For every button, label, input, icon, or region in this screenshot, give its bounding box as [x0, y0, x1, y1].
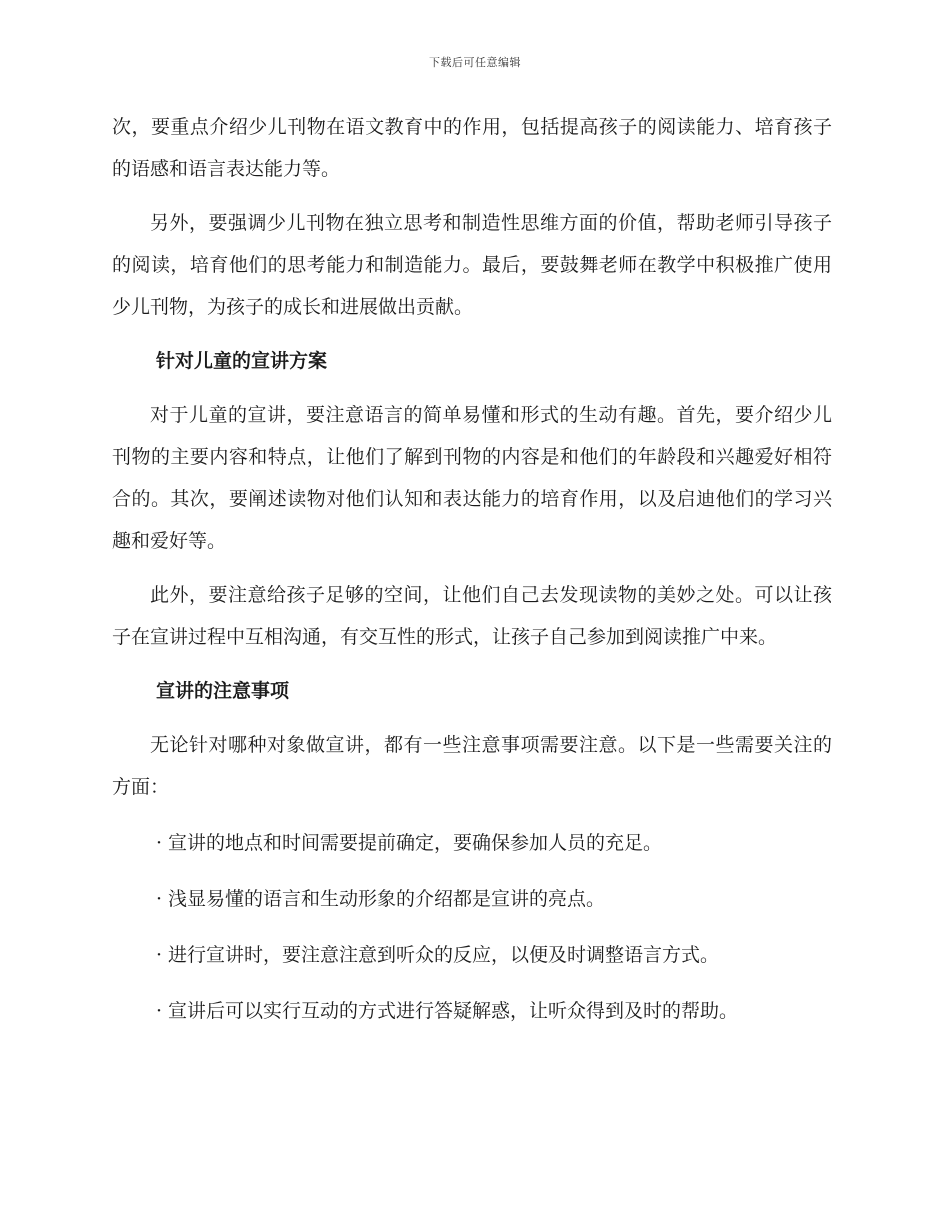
- section-heading-notes: 宣讲的注意事项: [156, 680, 290, 702]
- bullet-dot-icon: ·: [156, 888, 163, 910]
- document-body: [112, 106, 832, 1032]
- paragraph: 对于儿童的宣讲，要注意语言的简单易懂和形式的生动有趣。首先，要介绍少儿刊物的主要内容和特点，让他们了解到刊物的内容是和他们的年龄段和兴趣爱好相符合的。其次，要阐述读物对他们认知和表达能力的培育作用，以及启迪他们的学习兴趣和爱好等。: [112, 404, 832, 552]
- bullet-dot-icon: ·: [156, 1000, 163, 1022]
- page-header: 下载后可任意编辑: [429, 56, 521, 69]
- bullet-item: [112, 990, 832, 1032]
- paragraph: 另外，要强调少儿刊物在独立思考和制造性思维方面的价值，帮助老师引导孩子的阅读，培育他们的思考能力和制造能力。最后，要鼓舞老师在教学中积极推广使用少儿刊物，为孩子的成长和进展做出贡献。: [112, 212, 832, 318]
- bullet-text: 宣讲的地点和时间需要提前确定，要确保参加人员的充足。: [168, 832, 663, 854]
- bullet-text: 浅显易懂的语言和生动形象的介绍都是宣讲的亮点。: [168, 888, 606, 910]
- bullet-item: [112, 822, 832, 864]
- bullet-dot-icon: ·: [156, 944, 163, 966]
- paragraph-continued: 次，要重点介绍少儿刊物在语文教育中的作用，包括提高孩子的阅读能力、培育孩子的语感和语言表达能力等。: [112, 116, 832, 180]
- paragraph-intro: 无论针对哪种对象做宣讲，都有一些注意事项需要注意。以下是一些需要关注的方面：: [112, 734, 832, 798]
- bullet-dot-icon: ·: [156, 832, 163, 854]
- section-heading-children: 针对儿童的宣讲方案: [156, 350, 328, 372]
- paragraph: 此外，要注意给孩子足够的空间，让他们自己去发现读物的美妙之处。可以让孩子在宣讲过程中互相沟通，有交互性的形式，让孩子自己参加到阅读推广中来。: [112, 584, 832, 648]
- notes-bullet-list: [112, 822, 832, 1032]
- bullet-item: [112, 878, 832, 920]
- bullet-item: [112, 934, 832, 976]
- bullet-text: 宣讲后可以实行互动的方式进行答疑解惑，让听众得到及时的帮助。: [168, 1000, 739, 1022]
- bullet-text: 进行宣讲时，要注意注意到听众的反应，以便及时调整语言方式。: [168, 944, 720, 966]
